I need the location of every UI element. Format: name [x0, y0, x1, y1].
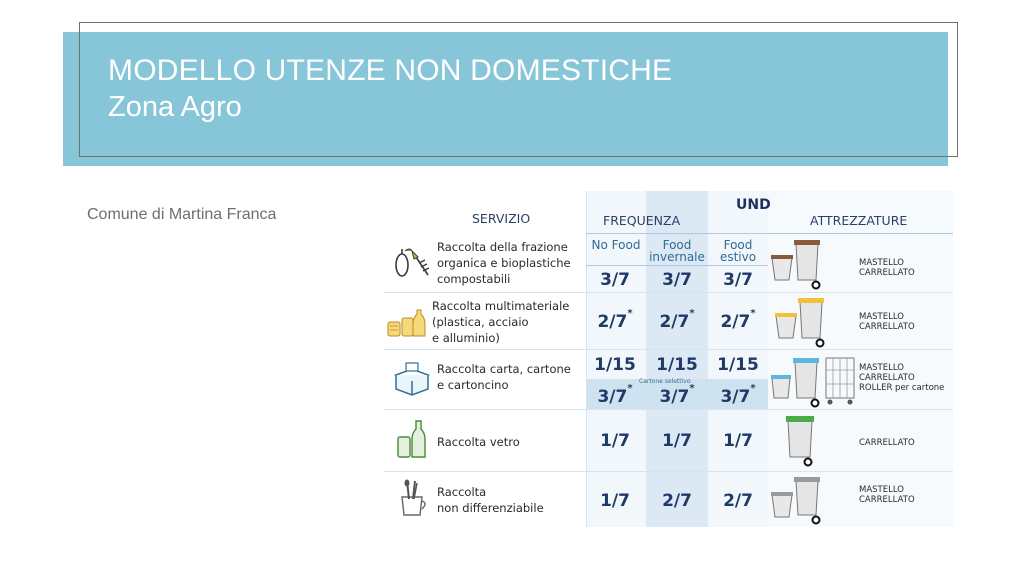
service-line: e alluminio) — [432, 331, 500, 345]
equipment-line: MASTELLO — [859, 485, 904, 495]
service-organico — [437, 239, 571, 287]
subheader-rule — [586, 265, 768, 266]
cutlery-cup-icon — [398, 479, 428, 519]
servizio-header: SERVIZIO — [472, 211, 531, 226]
bin-vetro-icon — [784, 413, 818, 467]
attrezzature-header: ATTREZZATURE — [810, 213, 908, 228]
freq-food-estivo: 2/7* — [720, 308, 756, 332]
freq-food-invernale: 2/7* — [659, 308, 695, 332]
cartone-note: Cartone selettivo — [639, 378, 691, 385]
freq-food-invernale: 1/7 — [662, 431, 692, 451]
bins-indifferenziato-icon — [770, 475, 830, 525]
service-multimateriale — [432, 298, 569, 346]
equipment-organico — [859, 258, 915, 278]
equipment-line: CARRELLATO — [859, 438, 915, 448]
service-line: organica e bioplastiche — [437, 256, 571, 270]
service-line: Raccolta della frazione — [437, 240, 568, 254]
bins-organico-icon — [770, 236, 830, 292]
food-estivo-subheader — [708, 239, 768, 263]
equipment-carta — [859, 363, 944, 393]
service-line: (plastica, acciaio — [432, 315, 529, 329]
food-invernale-line1: Food — [662, 238, 692, 252]
freq-no-food-cartone: 3/7* — [597, 383, 633, 407]
bins-multimateriale-icon — [772, 294, 832, 348]
multimaterial-icon — [386, 304, 432, 340]
freq-no-food: 1/7 — [600, 431, 630, 451]
freq-food-estivo: 1/7 — [723, 431, 753, 451]
equipment-line: MASTELLO — [859, 363, 904, 373]
page-title: MODELLO UTENZE NON DOMESTICHE — [108, 54, 673, 87]
municipality-label: Comune di Martina Franca — [87, 206, 277, 223]
freq-food-estivo: 3/7 — [723, 270, 753, 290]
freq-food-invernale: 2/7 — [662, 491, 692, 511]
service-line: Raccolta vetro — [437, 435, 520, 449]
row-divider — [384, 471, 953, 472]
food-invernale-subheader — [646, 239, 708, 263]
equipment-line: MASTELLO — [859, 312, 904, 322]
equipment-multimateriale — [859, 312, 915, 332]
equipment-line: CARRELLATO — [859, 495, 915, 505]
freq-food-invernale: 1/15 — [656, 355, 698, 375]
equipment-line: MASTELLO — [859, 258, 904, 268]
equipment-line: CARRELLATO — [859, 373, 915, 383]
service-line: e cartoncino — [437, 378, 509, 392]
equipment-line: CARRELLATO — [859, 322, 915, 332]
freq-food-estivo-cartone: 3/7* — [720, 383, 756, 407]
equipment-line: ROLLER per cartone — [859, 383, 945, 393]
freq-food-invernale-cartone: 3/7* — [659, 383, 695, 407]
freq-no-food: 3/7 — [600, 270, 630, 290]
frequenza-header: FREQUENZA — [603, 213, 681, 228]
und-label: UND — [736, 197, 771, 213]
header-rule — [586, 233, 953, 234]
equipment-indifferenziato — [859, 485, 915, 505]
freq-food-invernale: 3/7 — [662, 270, 692, 290]
page-subtitle: Zona Agro — [108, 91, 242, 123]
service-line: Raccolta multimateriale — [432, 299, 570, 313]
service-carta — [437, 361, 571, 393]
row-divider — [384, 349, 953, 350]
row-divider — [384, 409, 953, 410]
service-line: Raccolta carta, cartone — [437, 362, 571, 376]
bins-carta-roller-icon — [770, 356, 858, 408]
glass-bottles-icon — [396, 419, 430, 461]
food-estivo-line1: Food — [723, 238, 753, 252]
organic-waste-icon — [392, 243, 432, 279]
equipment-vetro — [859, 438, 915, 448]
food-estivo-line2: estivo — [719, 250, 757, 264]
service-indifferenziato — [437, 484, 544, 516]
freq-no-food: 2/7* — [597, 308, 633, 332]
food-invernale-line2: invernale — [649, 250, 705, 264]
service-table — [384, 191, 953, 527]
paper-box-icon — [392, 361, 432, 397]
freq-food-estivo: 1/15 — [717, 355, 759, 375]
service-line: Raccolta — [437, 485, 487, 499]
no-food-subheader: No Food — [591, 238, 641, 252]
freq-no-food: 1/7 — [600, 491, 630, 511]
service-line: non differenziabile — [437, 501, 544, 515]
row-divider — [384, 292, 953, 293]
service-line: compostabili — [437, 272, 511, 286]
freq-food-estivo: 2/7 — [723, 491, 753, 511]
freq-no-food: 1/15 — [594, 355, 636, 375]
equipment-line: CARRELLATO — [859, 268, 915, 278]
service-vetro — [437, 434, 520, 450]
